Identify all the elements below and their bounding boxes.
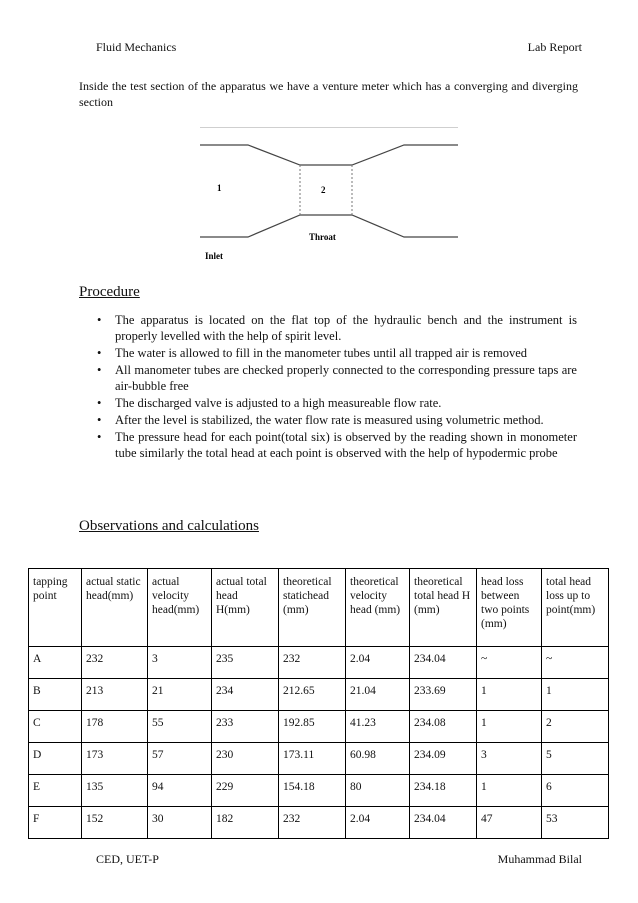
table-cell: 229 <box>212 775 279 807</box>
table-cell: 230 <box>212 743 279 775</box>
table-cell: 192.85 <box>279 711 346 743</box>
table-cell: ~ <box>477 647 542 679</box>
figure-background <box>200 127 458 263</box>
table-cell: 41.23 <box>346 711 410 743</box>
procedure-item-text: The pressure head for each point(total six) is observed by the reading shown in monometer tube similarly the total head at each point is observed with the help of hypodermic probe <box>115 430 577 460</box>
venturi-diagram <box>200 127 458 263</box>
table-cell: 30 <box>148 807 212 839</box>
header-course: Fluid Mechanics <box>96 40 177 54</box>
column-header: theoretical statichead (mm) <box>279 569 346 647</box>
table-cell: 2 <box>542 711 609 743</box>
table-row <box>29 807 609 839</box>
column-header: theoretical velocity head (mm) <box>346 569 410 647</box>
procedure-item <box>95 362 577 394</box>
table-cell: D <box>29 743 82 775</box>
table-cell: F <box>29 807 82 839</box>
table-cell: 47 <box>477 807 542 839</box>
procedure-item <box>95 429 577 461</box>
table-cell: 2.04 <box>346 647 410 679</box>
bullet-icon: • <box>97 396 102 410</box>
table-cell: 232 <box>279 807 346 839</box>
column-header: total head loss up to point(mm) <box>542 569 609 647</box>
table-cell: 3 <box>477 743 542 775</box>
venturi-figure <box>200 127 458 263</box>
bullet-icon: • <box>97 430 102 444</box>
procedure-title: Procedure <box>79 284 140 300</box>
table-cell: 1 <box>477 711 542 743</box>
procedure-item-text: After the level is stabilized, the water flow rate is measured using volumetric method. <box>115 413 544 427</box>
table-cell: ~ <box>542 647 609 679</box>
column-header: actual static head(mm) <box>82 569 148 647</box>
intro-paragraph: Inside the test section of the apparatus we have a venture meter which has a converging and diverging section <box>79 79 578 109</box>
footer-right: Muhammad Bilal <box>497 852 582 866</box>
table-row <box>29 679 609 711</box>
throat-label: Throat <box>309 232 336 242</box>
procedure-item-text: The apparatus is located on the flat top of the hydraulic bench and the instrument is properly levelled with the help of spirit level. <box>115 313 577 343</box>
observations-title: Observations and calculations <box>79 518 259 534</box>
observations-table <box>28 568 609 839</box>
procedure-item-text: The water is allowed to fill in the manometer tubes until all trapped air is removed <box>115 346 528 360</box>
table-cell: 234.18 <box>410 775 477 807</box>
table-cell: 135 <box>82 775 148 807</box>
table-cell: 233 <box>212 711 279 743</box>
table-cell: 232 <box>279 647 346 679</box>
table-cell: 234.08 <box>410 711 477 743</box>
procedure-item-text: The discharged valve is adjusted to a high measureable flow rate. <box>115 396 442 410</box>
table-cell: 235 <box>212 647 279 679</box>
column-header: theoretical total head H (mm) <box>410 569 477 647</box>
procedure-list <box>95 312 577 462</box>
table-row <box>29 743 609 775</box>
table-cell: 234 <box>212 679 279 711</box>
table-cell: 234.04 <box>410 647 477 679</box>
table-cell: 21 <box>148 679 212 711</box>
table-cell: 173.11 <box>279 743 346 775</box>
table-row <box>29 711 609 743</box>
table-cell: 2.04 <box>346 807 410 839</box>
table-cell: 57 <box>148 743 212 775</box>
table-cell: 173 <box>82 743 148 775</box>
procedure-item <box>95 412 577 428</box>
table-cell: 5 <box>542 743 609 775</box>
table-cell: 234.09 <box>410 743 477 775</box>
table-cell: 152 <box>82 807 148 839</box>
procedure-item <box>95 395 577 411</box>
footer-left: CED, UET-P <box>96 852 159 866</box>
table-cell: 21.04 <box>346 679 410 711</box>
table-cell: 80 <box>346 775 410 807</box>
section-2-label: 2 <box>321 185 326 195</box>
table-cell: 212.65 <box>279 679 346 711</box>
bullet-icon: • <box>97 413 102 427</box>
table-cell: 232 <box>82 647 148 679</box>
table-cell: 1 <box>542 679 609 711</box>
header-doc-type: Lab Report <box>527 40 582 54</box>
bullet-icon: • <box>97 313 102 327</box>
table-cell: 178 <box>82 711 148 743</box>
inlet-label: Inlet <box>205 251 223 261</box>
table-cell: B <box>29 679 82 711</box>
column-header: actual total head H(mm) <box>212 569 279 647</box>
table-cell: 234.04 <box>410 807 477 839</box>
table-cell: 94 <box>148 775 212 807</box>
procedure-item <box>95 345 577 361</box>
section-1-label: 1 <box>217 183 222 193</box>
procedure-item <box>95 312 577 344</box>
bullet-icon: • <box>97 346 102 360</box>
table-cell: 182 <box>212 807 279 839</box>
table-cell: 233.69 <box>410 679 477 711</box>
table-cell: 1 <box>477 679 542 711</box>
table-cell: 60.98 <box>346 743 410 775</box>
table-cell: C <box>29 711 82 743</box>
table-cell: 6 <box>542 775 609 807</box>
column-header: actual velocity head(mm) <box>148 569 212 647</box>
table-row <box>29 775 609 807</box>
table-cell: E <box>29 775 82 807</box>
column-header: head loss between two points (mm) <box>477 569 542 647</box>
table-cell: 53 <box>542 807 609 839</box>
table-cell: 3 <box>148 647 212 679</box>
bullet-icon: • <box>97 363 102 377</box>
table-cell: A <box>29 647 82 679</box>
table-cell: 154.18 <box>279 775 346 807</box>
procedure-item-text: All manometer tubes are checked properly connected to the corresponding pressure taps are air-bubble free <box>115 363 577 393</box>
table-header-row <box>29 569 609 647</box>
table-cell: 55 <box>148 711 212 743</box>
table-row <box>29 647 609 679</box>
column-header: tapping point <box>29 569 82 647</box>
table-cell: 213 <box>82 679 148 711</box>
table-cell: 1 <box>477 775 542 807</box>
